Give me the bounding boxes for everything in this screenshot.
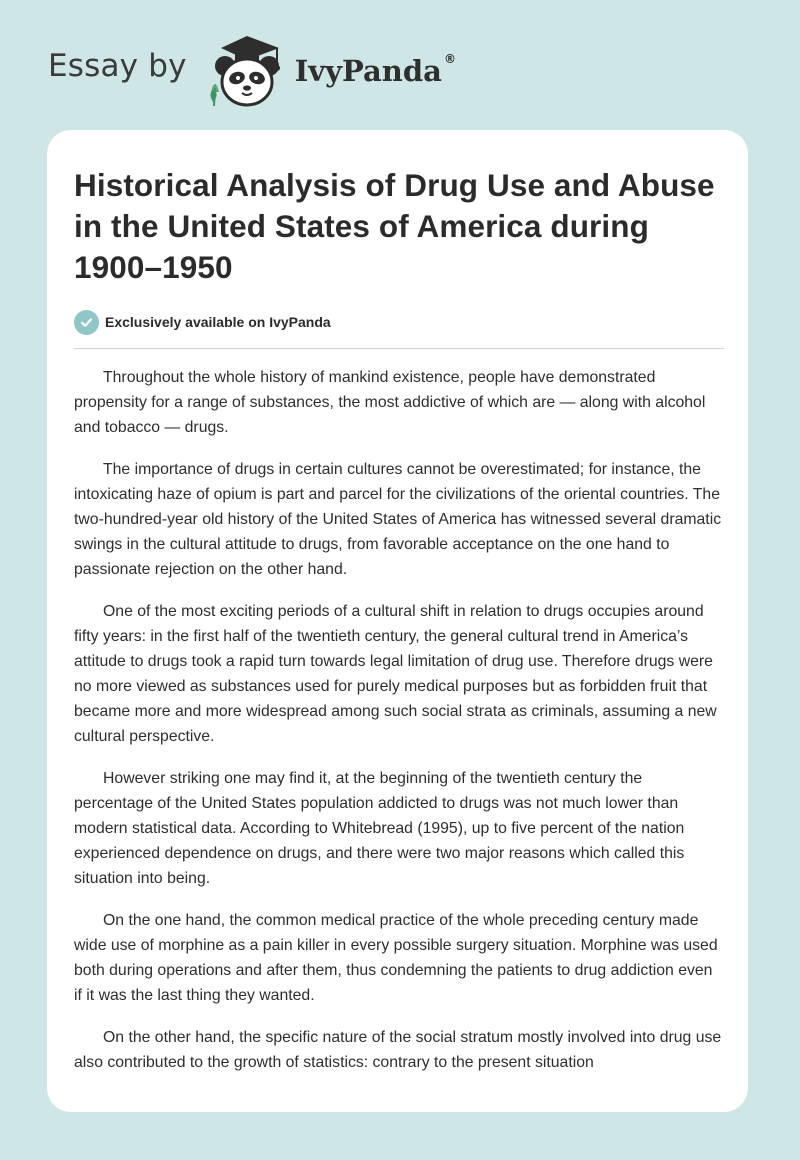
brand-name-text: IvyPanda — [294, 54, 442, 88]
essay-content — [74, 165, 724, 1092]
essay-title: Historical Analysis of Drug Use and Abuse in the United States of America during 1900–1950 — [74, 167, 715, 285]
panda-logo-icon[interactable] — [201, 30, 293, 110]
brand-name[interactable] — [295, 54, 456, 88]
site-header — [48, 30, 456, 110]
essay-body — [74, 365, 724, 1075]
essay-card — [47, 130, 748, 1112]
paragraph: One of the most exciting periods of a cultural shift in relation to drugs occupies around fifty years: in the first half of the twentieth century, the general cultural trend in America’s attitude to drugs took a rapid turn towards legal limitation of drug use. Therefore drugs were no more viewed as substances used for purely medical purposes but as forbidden fruit that became more and more widespread among such social strata as criminals, assuming a new cultural perspective. — [74, 603, 717, 745]
exclusive-badge — [74, 308, 724, 336]
paragraph: The importance of drugs in certain cultures cannot be overestimated; for instance, the intoxicating haze of opium is part and parcel for the civilizations of the oriental countries. The two-hundred-year old history of the United States of America has witnessed several dramatic swings in the cultural attitude to drugs, from favorable acceptance on the one hand to passionate rejection on the other hand. — [74, 461, 722, 578]
registered-mark: ® — [443, 52, 456, 66]
paragraph: However striking one may find it, at the beginning of the twentieth century the percentage of the United States population addicted to drugs was not much lower than modern statistical data. According to Whitebread (1995), up to five percent of the nation experienced dependence on drugs, and there were two major reasons which called this situation into being. — [74, 770, 685, 887]
paragraph: On the one hand, the common medical practice of the whole preceding century made wide use of morphine as a pain killer in every possible surgery situation. Morphine was used both during operations and after them, thus condemning the patients to drug addiction even if it was the last thing they wanted. — [74, 912, 718, 1004]
essay-by-label: Essay by — [48, 48, 187, 84]
exclusive-badge-label: Exclusively available on IvyPanda — [105, 314, 331, 330]
paragraph: On the other hand, the specific nature of the social stratum mostly involved into drug use also contributed to the growth of statistics: contrary to the present situation — [74, 1029, 722, 1071]
title-divider — [74, 348, 724, 349]
paragraph: Throughout the whole history of mankind existence, people have demonstrated propensity for a range of substances, the most addictive of which are — along with alcohol and tobacco — drugs. — [74, 369, 706, 436]
check-icon — [74, 310, 99, 335]
